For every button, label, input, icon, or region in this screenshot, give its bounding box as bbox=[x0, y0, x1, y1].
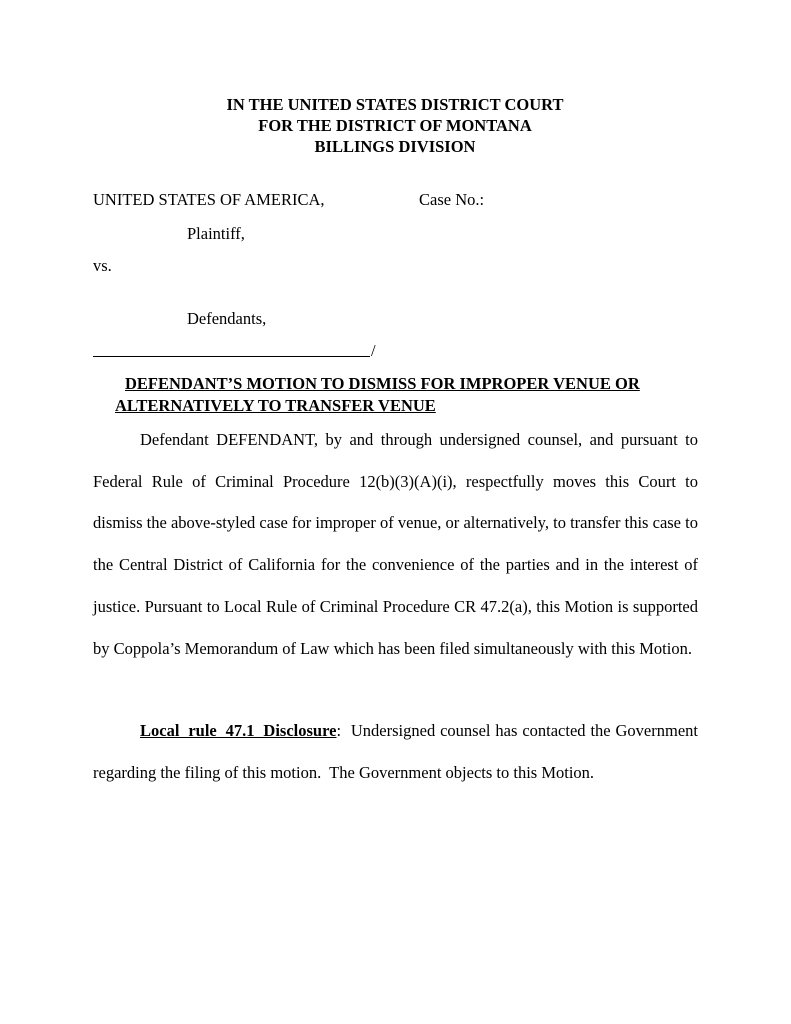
disclosure-colon: : bbox=[336, 721, 342, 740]
plaintiff-party-name: UNITED STATES OF AMERICA, bbox=[93, 190, 325, 209]
motion-title-line-1: DEFENDANT’S MOTION TO DISMISS FOR IMPROPER VENUE OR bbox=[125, 374, 640, 393]
court-heading bbox=[93, 94, 697, 157]
motion-body-paragraph: Defendant DEFENDANT, by and through undersigned counsel, and pursuant to Federal Rule of Criminal Procedure 12(b)(3)(A)(i), respectfully moves this Court to dismiss the above-styled case for improper of venue, or alternatively, to transfer this case to the Central District of California for the convenience of the parties and in the interest of justice. Pursuant to Local Rule of Criminal Procedure CR 47.2(a), this Motion is supported by Coppola’s Memorandum of Law which has been filed simultaneously with this Motion. bbox=[93, 430, 698, 658]
defendants-label: Defendants, bbox=[187, 309, 267, 328]
plaintiff-label: Plaintiff, bbox=[187, 224, 245, 243]
motion-title-line-2: ALTERNATIVELY TO TRANSFER VENUE bbox=[115, 396, 436, 415]
disclosure-text: Undersigned counsel has contacted the Government regarding the filing of this motion. The Government objects to this Motion. bbox=[93, 721, 703, 782]
caption-signature-line bbox=[93, 356, 370, 357]
caption-slash: / bbox=[371, 341, 376, 360]
court-heading-line-1: IN THE UNITED STATES DISTRICT COURT bbox=[226, 95, 564, 114]
court-heading-line-2: FOR THE DISTRICT OF MONTANA bbox=[258, 116, 532, 135]
case-number-label: Case No.: bbox=[419, 190, 485, 209]
motion-title bbox=[115, 373, 715, 417]
court-heading-line-3: BILLINGS DIVISION bbox=[314, 137, 476, 156]
disclosure-paragraph bbox=[93, 710, 703, 793]
disclosure-label: Local rule 47.1 Disclosure bbox=[140, 721, 337, 740]
versus-label: vs. bbox=[93, 256, 112, 275]
